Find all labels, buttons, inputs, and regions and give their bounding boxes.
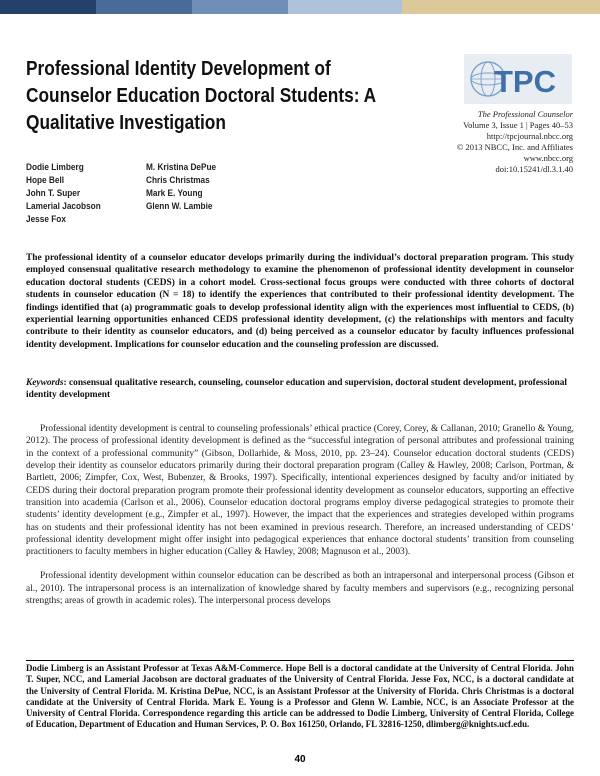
author-name: Hope Bell: [26, 175, 65, 186]
globe-icon: [464, 54, 572, 104]
header-color-bar: [0, 0, 600, 14]
journal-volume: Volume 3, Issue 1 | Pages 40–53: [463, 120, 573, 130]
page-number: 40: [294, 754, 306, 765]
journal-info: [403, 109, 573, 175]
footnote-divider: [26, 660, 574, 661]
journal-copyright: © 2013 NBCC, Inc. and Affiliates: [456, 142, 573, 152]
color-bar-segment: [192, 0, 288, 14]
author-name: Jesse Fox: [26, 214, 66, 225]
keywords: [26, 377, 574, 402]
journal-url[interactable]: http://tpcjournal.nbcc.org: [486, 131, 573, 141]
author-name: Mark E. Young: [146, 188, 203, 199]
keywords-text: : consensual qualitative research, counseling, counselor education and supervision, doctoral student development, professional identity development: [26, 378, 568, 401]
color-bar-segment: [288, 0, 402, 14]
article-title: Professional Identity Development of Counselor Education Doctoral Students: A Qualitative Investigation: [26, 57, 376, 134]
journal-doi[interactable]: doi:10.15241/dl.3.1.40: [495, 164, 573, 174]
author-list-left: [26, 161, 101, 226]
body-paragraph: Professional identity development within counselor education can be described as both an intrapersonal and interpersonal process (Gibson et al., 2010). The intrapersonal process is an internalization of knowledge shared by faculty members and supervisors (e.g., recognizing personal strengths; areas of growth in academic roles). The interpersonal process develops: [26, 571, 574, 606]
author-list-right: [146, 161, 216, 213]
color-bar-segment: [96, 0, 192, 14]
journal-website[interactable]: www.nbcc.org: [523, 153, 573, 163]
author-name: Lamerial Jacobson: [26, 201, 101, 212]
journal-name: The Professional Counselor: [477, 109, 573, 119]
color-bar-segment: [0, 0, 96, 14]
author-name: Chris Christmas: [146, 175, 210, 186]
author-name: Glenn W. Lambie: [146, 201, 213, 212]
keywords-label: Keywords: [26, 378, 64, 388]
body-paragraph: Professional identity development is central to counseling professionals’ ethical practice (Corey, Corey, & Callanan, 2010; Granello & Young, 2012). The process of professional identity development is defined as the “successful integration of personal attributes and professional training in the context of a professional community” (Gibson, Dollarhide, & Moss, 2010, pp. 23–24). Counselor education doctoral students (CEDS) develop their identity as counselor educators primarily during their doctoral preparation program (Calley & Hawley, 2008; Carlson, Portman, & Bartlett, 2006; Zimpfer, Cox, West, Bubenzer, & Brooks, 1997). Specifically, intentional experiences designed by faculty and/or initiated by CEDS during their doctoral preparation program promote their professional identity development as counselor educators, supporting an effective transition into academia (Carlson et al., 2006). Counselor education doctoral programs employ diverse pedagogical strategies to promote their students’ identity development (e.g., Zimpfer et al., 1997). However, the impact that the experiences and strategies developed within programs has on students and their professional identity has not been examined in previous research. Therefore, an increased understanding of CEDS’ professional identity development might offer insight into pedagogical experiences that enhance doctoral students’ transition from counseling practitioners to faculty members in higher education (Calley & Hawley, 2008; Magnuson et al., 2003).: [26, 424, 574, 558]
logo-text: TPC: [494, 64, 556, 99]
author-name: John T. Super: [26, 188, 81, 199]
author-footnote: Dodie Limberg is an Assistant Professor at Texas A&M-Commerce. Hope Bell is a doctoral candidate at the University of Central Florida. John T. Super, NCC, and Lamerial Jacobson are doctoral graduates of the University of Central Florida. Jesse Fox, NCC, is a doctoral candidate at the University of Central Florida. M. Kristina DePue, NCC, is an Assistant Professor at the University of Florida. Chris Christmas is a doctoral candidate at the University of Central Florida. Mark E. Young is a Professor and Glenn W. Lambie, NCC, is an Associate Professor at the University of Central Florida. Correspondence regarding this article can be addressed to Dodie Limberg, University of Central Florida, College of Education, Department of Education and Human Services, P. O. Box 161250, Orlando, FL 32816-1250, dlimberg@knights.ucf.edu.: [26, 663, 574, 730]
body-text: [26, 423, 574, 619]
author-name: M. Kristina DePue: [146, 162, 217, 173]
journal-logo[interactable]: [464, 54, 572, 104]
abstract: The professional identity of a counselor educator develops primarily during the individual’s doctoral preparation program. This study employed consensual qualitative research methodology to examine the phenomenon of professional identity development in counselor education doctoral students (CEDS) in a cohort model. Cross-sectional focus groups were conducted with three cohorts of doctoral students in counselor education (N = 18) to identify the experiences that contributed to their professional identity development. The findings identified that (a) programmatic goals to develop professional identity align with the experiences most influential to CEDS, (b) experiential learning opportunities enhanced CEDS professional identity development, (c) the relationships with mentors and faculty contribute to their identity as counselor educators, and (d) being perceived as a counselor educator by faculty influences professional identity development. Implications for counselor education and the counseling profession are discussed.: [26, 253, 574, 350]
author-name: Dodie Limberg: [26, 162, 84, 173]
color-bar-segment: [402, 0, 600, 14]
